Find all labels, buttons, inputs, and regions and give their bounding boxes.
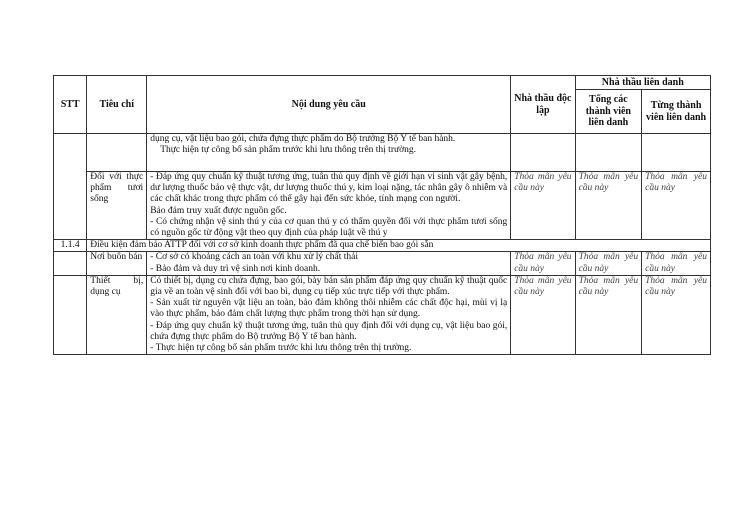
content-line: Bảo đảm truy xuất được nguồn gốc.: [150, 205, 287, 216]
content-cell: [147, 252, 511, 275]
content-cell: [147, 172, 511, 240]
content-line: Thực hiện tự công bố sản phẩm trước khi lưu thông trên thị trường.: [160, 145, 417, 156]
meets-requirement: Thỏa mãn yêu cầu này: [511, 275, 575, 354]
table-row: [54, 172, 711, 240]
content-line: - Có chứng nhận vệ sinh thú y của cơ quan thú y có thẩm quyền đối với thực phẩm tươi sống có nguồn gốc từ động vật theo quy định của pháp luật về thú y: [150, 216, 508, 239]
meets-requirement: Thỏa mãn yêu cầu này: [575, 275, 642, 354]
section-row: [54, 240, 711, 252]
content-cell: [147, 275, 511, 354]
meets-requirement: Thỏa mãn yêu cầu này: [575, 252, 642, 275]
content-line: - Thực hiện tự công bố sản phẩm trước khi lưu thông trên thị trường.: [150, 343, 412, 354]
table-row: [54, 252, 711, 275]
table-row: [54, 275, 711, 354]
content-line: - Bảo đảm và duy trì vệ sinh nơi kinh doanh.: [150, 263, 321, 274]
meets-requirement: Thỏa mãn yêu cầu này: [642, 172, 711, 240]
header-consortium-total: Tổng các thành viên liên danh: [575, 90, 642, 134]
meets-requirement: Thỏa mãn yêu cầu này: [511, 172, 575, 240]
content-line: dụng cụ, vật liệu bao gói, chứa đựng thực phẩm do Bộ trưởng Bộ Y tế ban hành.: [150, 134, 456, 144]
content-line: - Đáp ứng quy chuẩn kỹ thuật tương ứng, tuân thủ quy định đối với dụng cụ, vật liệu bao gói, chứa đựng thực phẩm do Bộ trưởng Bộ Y tế ban hành.: [150, 320, 508, 342]
meets-requirement: Thỏa mãn yêu cầu này: [642, 252, 711, 275]
requirements-table: [53, 75, 711, 355]
meets-requirement: Thỏa mãn yêu cầu này: [642, 275, 711, 354]
meets-requirement: Thỏa mãn yêu cầu này: [575, 172, 642, 240]
criterion-cell: Đối với thực phẩm tươi sống: [87, 172, 147, 240]
content-cell: [147, 134, 511, 172]
header-consortium-each: Từng thành viên liên danh: [642, 90, 711, 134]
content-line: - Đáp ứng quy chuẩn kỹ thuật tương ứng, tuân thủ quy định về giới hạn vi sinh vật gây bệnh, dư lượng thuốc bảo vệ thực vật, dư lượng thuốc thú y, kim loại nặng, tác nhân gây ô nhiễm và các chất khác trong thực phẩm có thể gây hại đến sức khỏe, tính mạng con người.: [150, 172, 508, 205]
meets-requirement: Thỏa mãn yêu cầu này: [511, 252, 575, 275]
content-line: - Cơ sở có khoảng cách an toàn với khu xử lý chất thải: [150, 252, 358, 263]
criterion-cell: Nơi buôn bán: [87, 252, 147, 275]
table-row: [54, 134, 711, 172]
criterion-cell: Thiết bị, dụng cụ: [87, 275, 147, 354]
header-independent-bidder: Nhà thầu độc lập: [511, 76, 575, 134]
content-line: - Sản xuất từ nguyên vật liệu an toàn, bảo đảm không thôi nhiễm các chất độc hại, mùi vị lạ vào thực phẩm, bảo đảm chất lượng thực phẩm trong thời hạn sử dụng.: [150, 298, 508, 320]
section-number: 1.1.4: [54, 240, 87, 252]
section-title: Điều kiện đảm bảo ATTP đối với cơ sở kinh doanh thực phẩm đã qua chế biến bao gói sẵn: [87, 240, 711, 252]
header-criteria: Tiêu chí: [87, 76, 147, 134]
header-consortium: Nhà thầu liên danh: [575, 76, 710, 90]
header-content: Nội dung yêu cầu: [147, 76, 511, 134]
table-header-row: [54, 76, 711, 90]
header-stt: STT: [54, 76, 87, 134]
content-line: Có thiết bị, dụng cụ chứa đựng, bao gói, bày bán sản phẩm đáp ứng quy chuẩn kỹ thuật quốc gia về an toàn vệ sinh đối với bao bì, dụng cụ tiếp xúc trực tiếp với thực phẩm.: [150, 275, 508, 298]
